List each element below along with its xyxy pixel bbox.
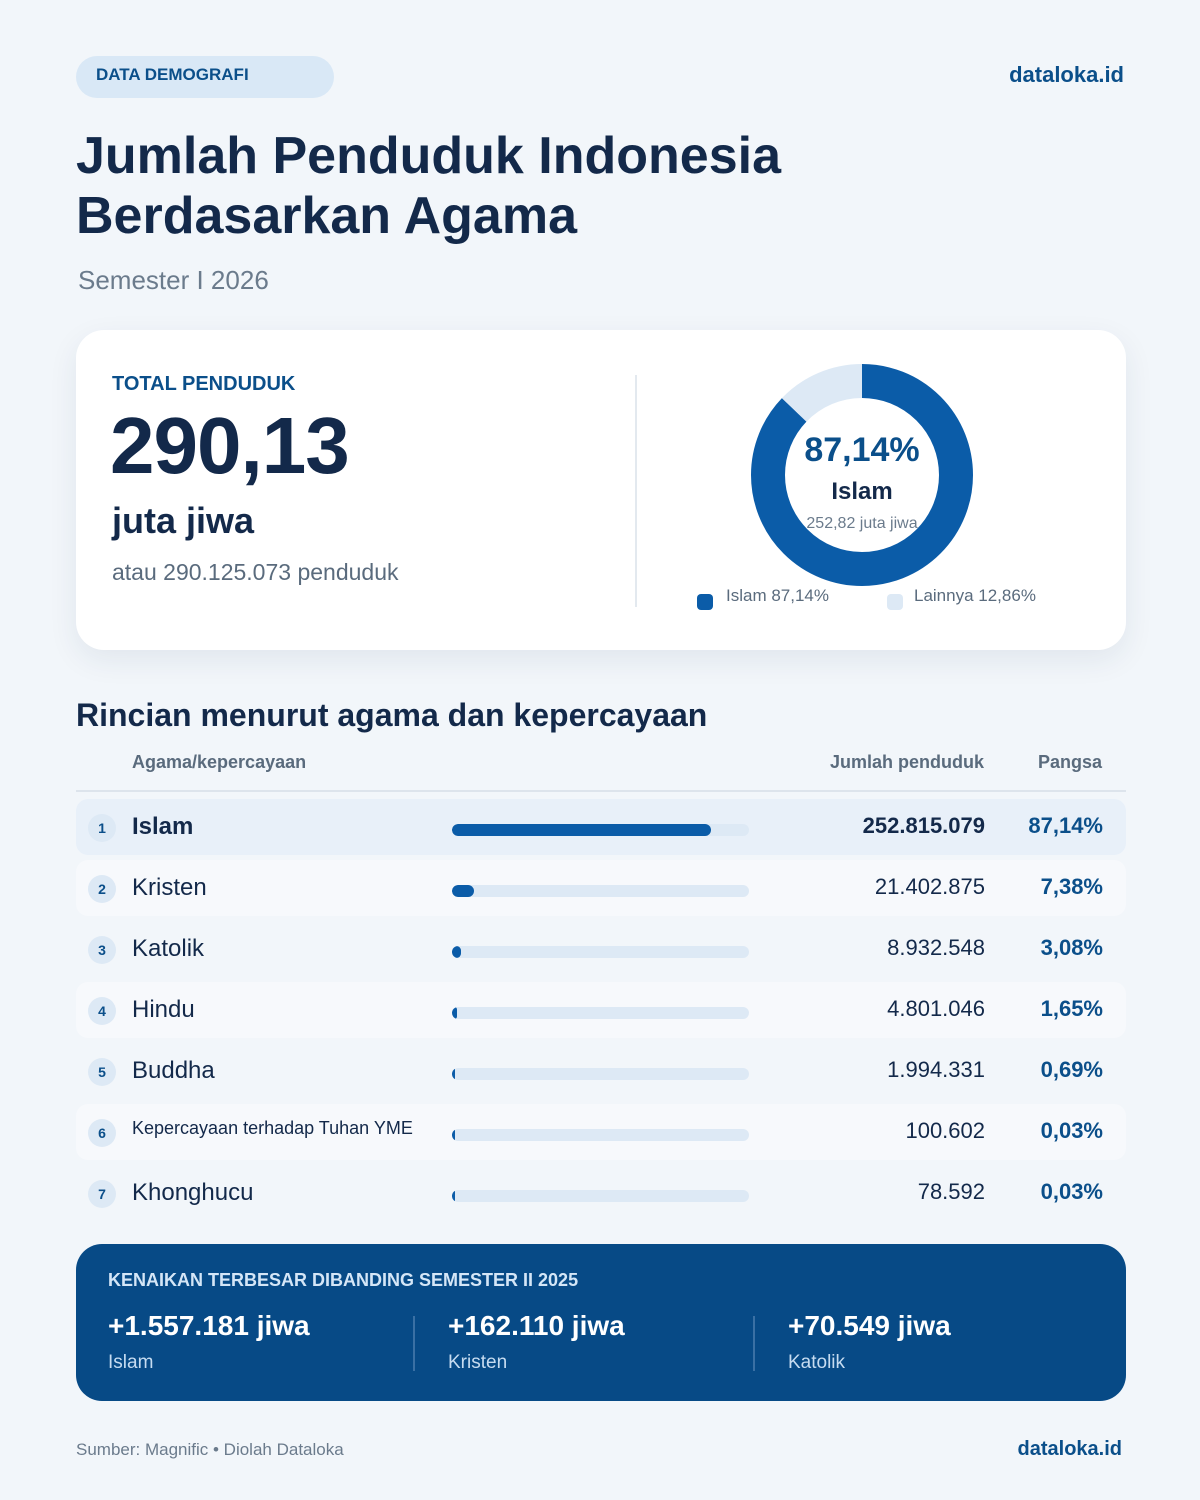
banner-divider [413,1316,415,1371]
share-bar-track [452,1129,749,1141]
table-row [76,982,1126,1038]
donut-center-sub: 252,82 juta jiwa [806,515,918,532]
donut-center-name: Islam [831,478,893,505]
table-row [76,799,1126,855]
share-bar-track [452,1190,749,1202]
rank-badge: 7 [88,1180,116,1208]
legend-label-islam: Islam 87,14% [726,586,829,605]
population-count: 8.932.548 [887,935,985,960]
stat-label: Islam [108,1352,154,1373]
population-count: 78.592 [917,1179,985,1204]
religion-name: Islam [132,813,194,840]
population-count: 252.815.079 [862,813,985,838]
table-row [76,1104,1126,1160]
banner-stat-islam [108,1310,408,1374]
share-bar-fill [452,885,474,897]
stat-label: Katolik [788,1352,846,1373]
donut-center-percent: 87,14% [804,431,920,469]
rank-badge: 1 [88,814,116,842]
religion-name: Katolik [132,935,205,962]
banner-stat-katolik [788,1310,1088,1374]
population-count: 21.402.875 [874,874,985,899]
column-header-share: Pangsa [1037,752,1102,772]
donut-chart [750,363,974,587]
column-header-count: Jumlah penduduk [829,752,984,772]
religion-name: Kepercayaan terhadap Tuhan YME [132,1118,413,1138]
banner-title: KENAIKAN TERBESAR DIBANDING SEMESTER II 2025 [108,1270,579,1290]
population-count: 1.994.331 [887,1057,985,1082]
population-count: 100.602 [905,1118,985,1143]
source-note: Sumber: Magnific • Diolah Dataloka [76,1440,344,1459]
column-header-name: Agama/kepercayaan [132,752,307,772]
table-row [76,1043,1126,1099]
section-title: Rincian menurut agama dan kepercayaan [76,697,708,733]
share-bar-fill [452,1007,457,1019]
population-share: 3,08% [1040,935,1103,960]
stat-value: +162.110 jiwa [448,1310,625,1341]
share-bar-fill [452,1190,455,1202]
population-share: 0,03% [1040,1179,1103,1204]
growth-banner [76,1244,1126,1401]
rank-badge: 2 [88,875,116,903]
share-bar-track [452,1068,749,1080]
legend-swatch-islam [697,594,713,610]
stat-label: Kristen [448,1352,508,1373]
rank-badge: 6 [88,1119,116,1147]
religion-name: Hindu [132,996,195,1023]
legend-swatch-lainnya [887,594,903,610]
share-bar-track [452,885,749,897]
rank-badge: 4 [88,997,116,1025]
page-subtitle: Semester I 2026 [78,265,269,295]
population-share: 0,69% [1040,1057,1103,1082]
share-bar-fill [452,824,711,836]
population-share: 0,03% [1040,1118,1103,1143]
table-row [76,921,1126,977]
religion-name: Kristen [132,874,207,901]
table-row [76,860,1126,916]
rank-badge: 3 [88,936,116,964]
total-unit: juta jiwa [112,500,255,541]
population-count: 4.801.046 [887,996,985,1021]
population-share: 87,14% [1028,813,1103,838]
banner-stat-kristen [448,1310,748,1374]
footer-brand[interactable]: dataloka.id [1017,1438,1122,1460]
rank-badge: 5 [88,1058,116,1086]
title-line-1: Jumlah Penduduk Indonesia [76,127,781,185]
religion-name: Khonghucu [132,1179,254,1206]
category-badge: DATA DEMOGRAFI [76,56,334,98]
share-bar-track [452,946,749,958]
share-bar-track [452,1007,749,1019]
total-label: TOTAL PENDUDUK [112,373,296,395]
brand-logo-text[interactable]: dataloka.id [1009,62,1124,87]
stat-value: +70.549 jiwa [788,1310,951,1341]
legend-label-lainnya: Lainnya 12,86% [914,586,1036,605]
population-share: 7,38% [1040,874,1103,899]
total-exact: atau 290.125.073 penduduk [112,559,399,585]
banner-divider [753,1316,755,1371]
page-title [76,126,1076,246]
table-row [76,1165,1126,1221]
header-rule [76,790,1126,792]
summary-card [76,330,1126,650]
card-divider [635,375,637,607]
share-bar-fill [452,1129,455,1141]
share-bar-fill [452,946,461,958]
title-line-2: Berdasarkan Agama [76,187,577,245]
share-bar-track [452,824,749,836]
religion-name: Buddha [132,1057,215,1084]
stat-value: +1.557.181 jiwa [108,1310,310,1341]
total-value: 290,13 [110,401,349,490]
share-bar-fill [452,1068,455,1080]
population-share: 1,65% [1040,996,1103,1021]
